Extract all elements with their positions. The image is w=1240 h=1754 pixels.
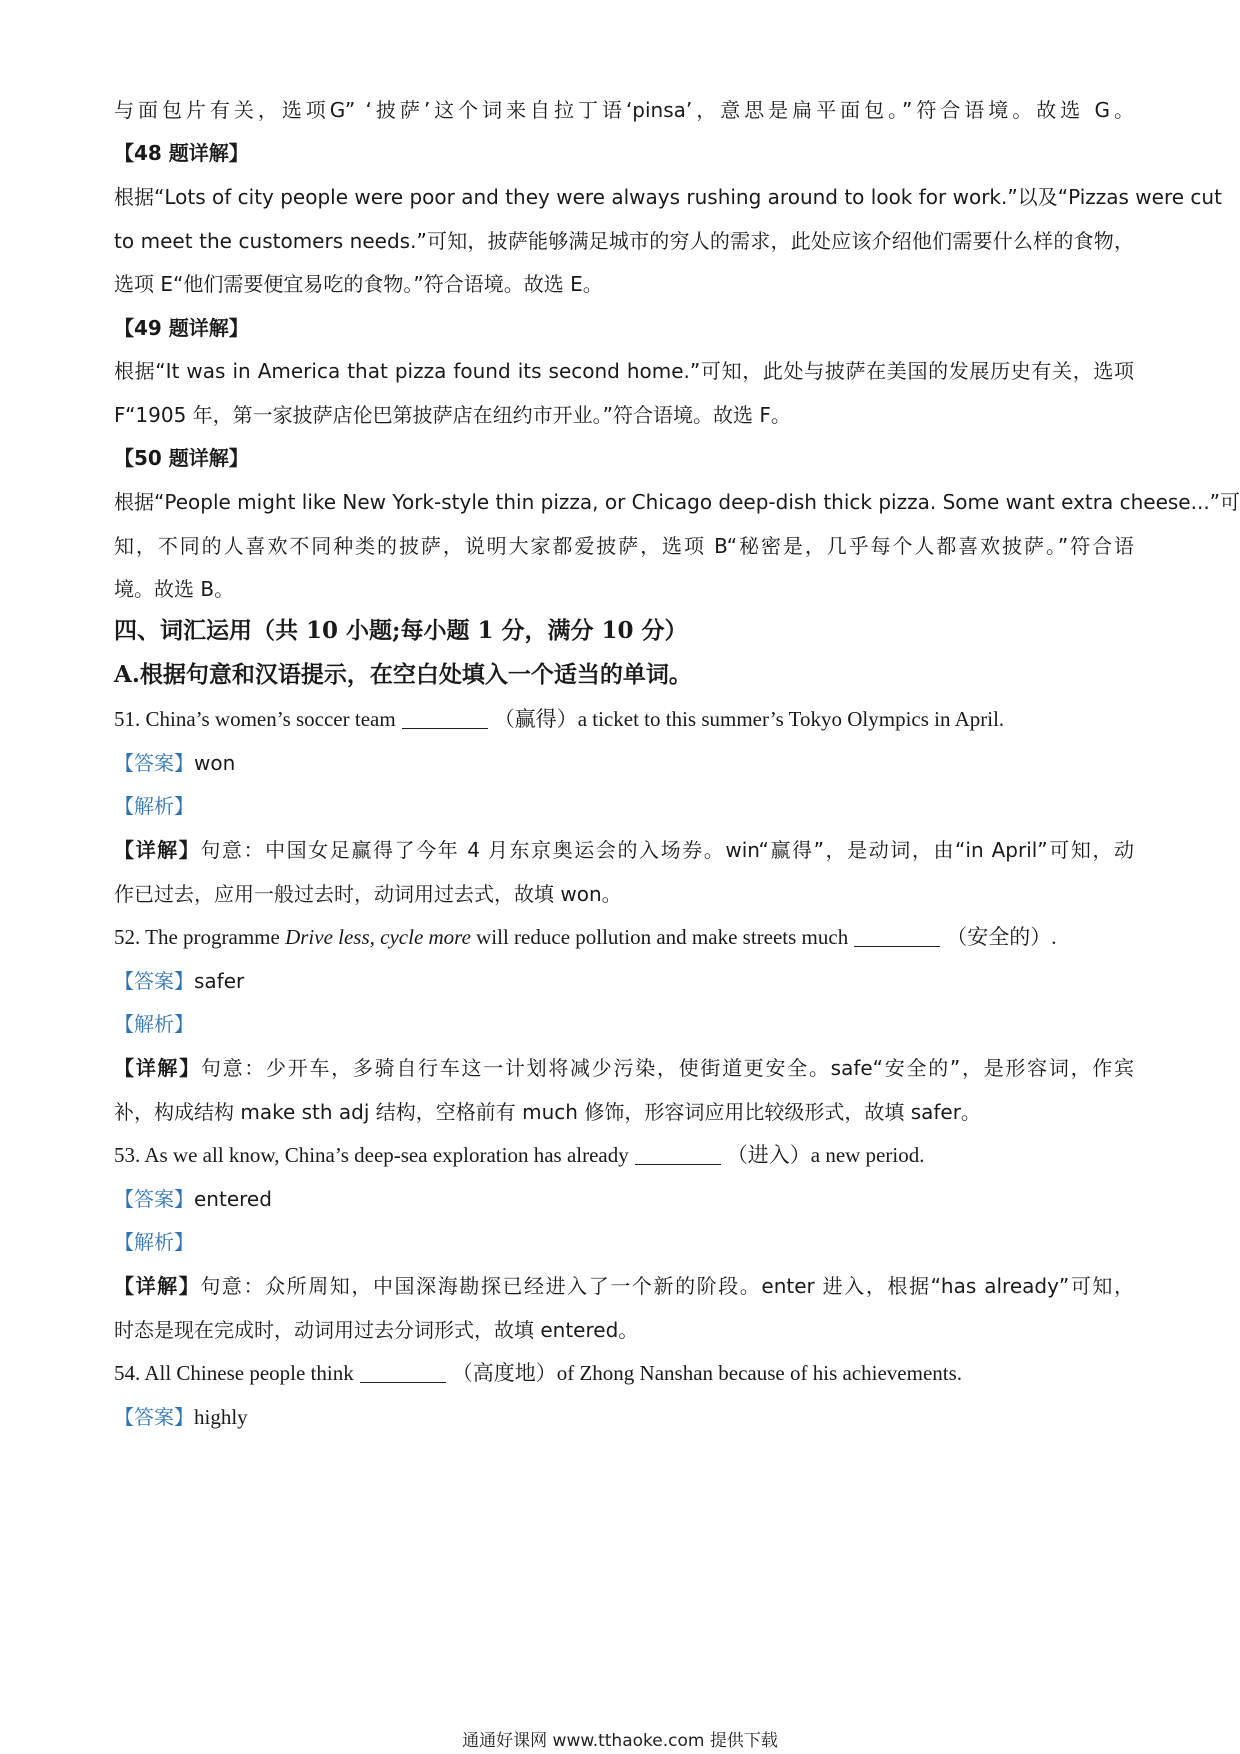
subheading-48: 【48 题详解】 (114, 141, 249, 165)
question-text: a new period. (810, 1143, 925, 1167)
body-text-line: 与面包片有关，选项G” ‘披萨’这个词来自拉丁语‘pinsa’，意思是扁平面包。”符合语境。故选 G。 (114, 98, 1134, 122)
detail-line (114, 836, 1134, 864)
answer-blank (854, 926, 940, 947)
analysis-tag: 【解析】 (114, 1012, 194, 1036)
chinese-hint: （赢得） (493, 707, 578, 731)
body-text-line: 知，不同的人喜欢不同种类的披萨，说明大家都爱披萨，选项 B“秘密是，几乎每个人都喜欢披萨。”符合语 (114, 534, 1134, 558)
detail-tag: 【详解】 (114, 1274, 201, 1298)
question-text: a ticket to this summer’s Tokyo Olympics in April. (577, 707, 1005, 731)
question-text: 53. As we all know, China’s deep-sea exploration has already (114, 1143, 629, 1167)
detail-tag: 【详解】 (114, 838, 201, 862)
answer-tag: 【答案】 (114, 751, 194, 775)
detail-text: 句意：中国女足赢得了今年 4 月东京奥运会的入场券。win“赢得”，是动词，由“in April”可知，动 (200, 838, 1135, 862)
detail-line (114, 1272, 1134, 1300)
body-text-line: 境。故选 B。 (114, 577, 235, 601)
question-text: 51. China’s women’s soccer team (114, 707, 396, 731)
detail-line: 补，构成结构 make sth adj 结构，空格前有 much 修饰，形容词应用比较级形式，故填 safer。 (114, 1100, 981, 1124)
body-text-line: 根据“Lots of city people were poor and they were always rushing around to look for work.”以及“Pizzas were cut (114, 185, 1222, 209)
detail-text: 句意：众所周知，中国深海勘探已经进入了一个新的阶段。enter 进入，根据“has already”可知， (200, 1274, 1135, 1298)
question-52 (114, 923, 1134, 951)
question-53 (114, 1141, 1134, 1169)
answer-row-53 (114, 1185, 1134, 1213)
question-54 (114, 1359, 1134, 1387)
answer-tag: 【答案】 (114, 969, 194, 993)
chinese-hint: （高度地） (451, 1361, 557, 1385)
body-text-line: 根据“It was in America that pizza found its second home.”可知，此处与披萨在美国的发展历史有关，选项 (114, 359, 1134, 383)
analysis-tag: 【解析】 (114, 794, 194, 818)
answer-blank (635, 1144, 721, 1165)
chinese-hint: （进入） (726, 1143, 811, 1167)
body-text-line: to meet the customers needs.”可知，披萨能够满足城市的穷人的需求，此处应该介绍他们需要什么样的食物， (114, 229, 1134, 253)
answer-value: won (194, 751, 236, 775)
question-text: 52. The programme (114, 925, 286, 949)
detail-line: 时态是现在完成时，动词用过去分词形式，故填 entered。 (114, 1318, 639, 1342)
body-text-line: 根据“People might like New York-style thin pizza, or Chicago deep-dish thick pizza. Some want extra cheese...”可 (114, 490, 1240, 514)
answer-tag: 【答案】 (114, 1187, 194, 1211)
answer-tag: 【答案】 (114, 1405, 194, 1429)
answer-row-52 (114, 967, 1134, 995)
body-text-line: 选项 E“他们需要便宜易吃的食物。”符合语境。故选 E。 (114, 272, 603, 296)
page-footer: 通通好课网 www.tthaoke.com 提供下载 (462, 1731, 778, 1751)
question-51 (114, 705, 1134, 733)
section-subtitle: A.根据句意和汉语提示，在空白处填入一个适当的单词。 (114, 661, 692, 688)
detail-line (114, 1054, 1134, 1082)
answer-row-54 (114, 1403, 1134, 1431)
body-text-line: F“1905 年，第一家披萨店伦巴第披萨店在纽约市开业。”符合语境。故选 F。 (114, 403, 791, 427)
answer-blank (402, 708, 488, 729)
detail-line: 作已过去，应用一般过去时，动词用过去式，故填 won。 (114, 882, 622, 906)
answer-row-51 (114, 749, 1134, 777)
question-text: of Zhong Nanshan because of his achievements. (556, 1361, 963, 1385)
answer-value: highly (194, 1405, 248, 1429)
answer-value: entered (194, 1187, 272, 1211)
analysis-tag: 【解析】 (114, 1230, 194, 1254)
question-text: will reduce pollution and make streets much (470, 925, 849, 949)
section-title: 四、词汇运用（共 10 小题;每小题 1 分，满分 10 分） (114, 617, 688, 644)
chinese-hint: （安全的）. (946, 925, 1057, 949)
subheading-49: 【49 题详解】 (114, 316, 249, 340)
detail-text: 句意：少开车，多骑自行车这一计划将减少污染，使街道更安全。safe“安全的”，是形容词，作宾 (200, 1056, 1135, 1080)
programme-name: Drive less, cycle more (285, 925, 471, 949)
detail-tag: 【详解】 (114, 1056, 201, 1080)
question-text: 54. All Chinese people think (114, 1361, 354, 1385)
answer-blank (360, 1362, 446, 1383)
subheading-50: 【50 题详解】 (114, 446, 249, 470)
answer-value: safer (194, 969, 245, 993)
